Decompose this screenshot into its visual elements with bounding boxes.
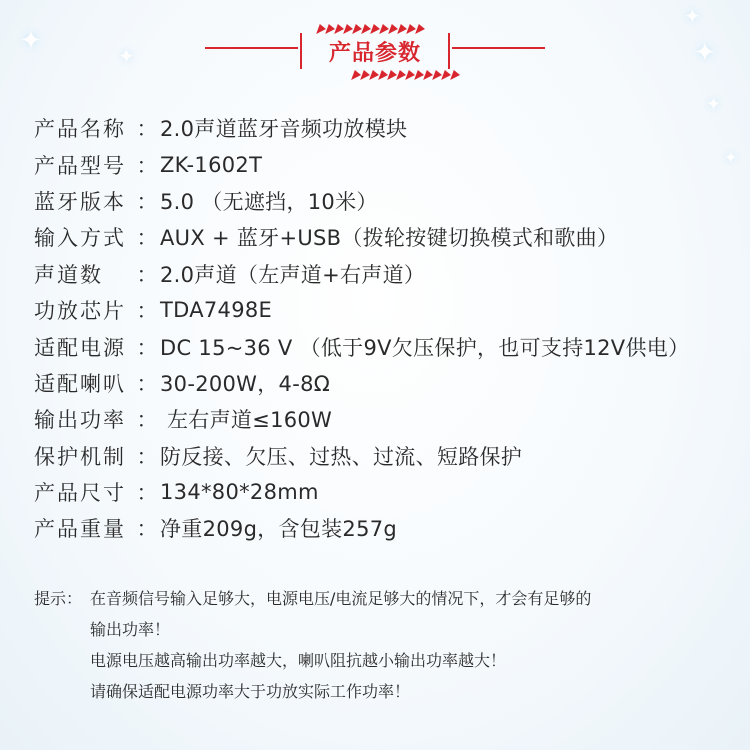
spec-value: 2.0声道蓝牙音频功放模块	[160, 117, 408, 142]
spec-label: 保护机制	[34, 444, 126, 469]
sparkle-decoration: ✦	[20, 26, 42, 56]
note-prefix: 提示：	[34, 589, 83, 608]
header-line-left	[205, 47, 298, 49]
spec-row	[34, 365, 724, 401]
spec-colon: ：	[136, 335, 158, 360]
spec-row	[34, 474, 724, 510]
spec-row	[34, 256, 724, 292]
chevron-arrows-icon	[353, 70, 460, 80]
spec-colon: ：	[136, 371, 158, 396]
spec-label: 适配电源	[34, 335, 126, 360]
spec-label: 输出功率	[34, 408, 126, 433]
spec-label: 输入方式	[34, 226, 126, 251]
notes-section	[34, 582, 724, 706]
sparkle-decoration: ✦	[724, 148, 738, 167]
spec-label: 功放芯片	[34, 299, 126, 324]
spec-row	[34, 292, 724, 328]
spec-value: ZK-1602T	[160, 152, 263, 177]
spec-label: 产品重量	[34, 517, 126, 542]
spec-value: 5.0 （无遮挡，10米）	[160, 189, 378, 214]
spec-row	[34, 328, 724, 364]
spec-colon: ：	[136, 481, 158, 506]
sparkle-decoration: ✦	[706, 94, 722, 115]
spec-row	[34, 183, 724, 219]
spec-value: DC 15~36 V （低于9V欠压保护，也可支持12V供电）	[160, 335, 690, 360]
spec-value: 134*80*28mm	[160, 480, 319, 505]
spec-colon: ：	[136, 517, 158, 542]
spec-colon: ：	[136, 408, 158, 433]
spec-colon: ：	[136, 299, 158, 324]
spec-value: 净重209g，含包装257g	[160, 517, 398, 542]
spec-row	[34, 110, 724, 146]
note-line	[34, 582, 724, 613]
spec-colon: ：	[136, 117, 158, 142]
spec-label: 蓝牙版本	[34, 189, 126, 214]
note-line	[34, 675, 724, 706]
spec-row	[34, 146, 724, 182]
spec-label: 产品型号	[34, 153, 126, 178]
note-text: 输出功率！	[90, 620, 171, 639]
spec-colon: ：	[136, 189, 158, 214]
sparkle-decoration: ✦	[118, 44, 135, 68]
spec-value: TDA7498E	[160, 298, 273, 323]
spec-value: 左右声道≤160W	[160, 408, 333, 433]
spec-colon: ：	[136, 262, 158, 287]
spec-colon: ：	[136, 226, 158, 251]
spec-colon: ：	[136, 153, 158, 178]
section-header	[0, 0, 750, 90]
spec-colon: ：	[136, 444, 158, 469]
sparkle-decoration: ✦	[694, 38, 716, 68]
spec-row	[34, 510, 724, 546]
note-text: 电源电压越高输出功率越大，喇叭阻抗越小输出功率越大！	[90, 651, 507, 670]
spec-value: AUX + 蓝牙+USB（拨轮按键切换模式和歌曲）	[160, 226, 619, 251]
title-frame	[300, 33, 450, 69]
spec-value: 30-200W，4-8Ω	[160, 371, 331, 396]
sparkle-decoration: ✦	[684, 4, 701, 28]
spec-value: 2.0声道（左声道+右声道）	[160, 262, 426, 287]
spec-label: 产品名称	[34, 117, 126, 142]
spec-list	[34, 110, 724, 547]
note-text: 请确保适配电源功率大于功放实际工作功率！	[90, 682, 411, 701]
header-line-right	[452, 47, 545, 49]
note-text: 在音频信号输入足够大，电源电压/电流足够大的情况下，才会有足够的	[90, 589, 592, 608]
spec-row	[34, 219, 724, 255]
spec-label: 适配喇叭	[34, 371, 126, 396]
spec-label: 声道数	[34, 262, 103, 287]
spec-value: 防反接、欠压、过热、过流、短路保护	[160, 444, 523, 469]
note-line	[34, 644, 724, 675]
spec-label: 产品尺寸	[34, 481, 126, 506]
spec-row	[34, 401, 724, 437]
note-line	[34, 613, 724, 644]
page-title: 产品参数	[328, 41, 421, 66]
spec-row	[34, 438, 724, 474]
